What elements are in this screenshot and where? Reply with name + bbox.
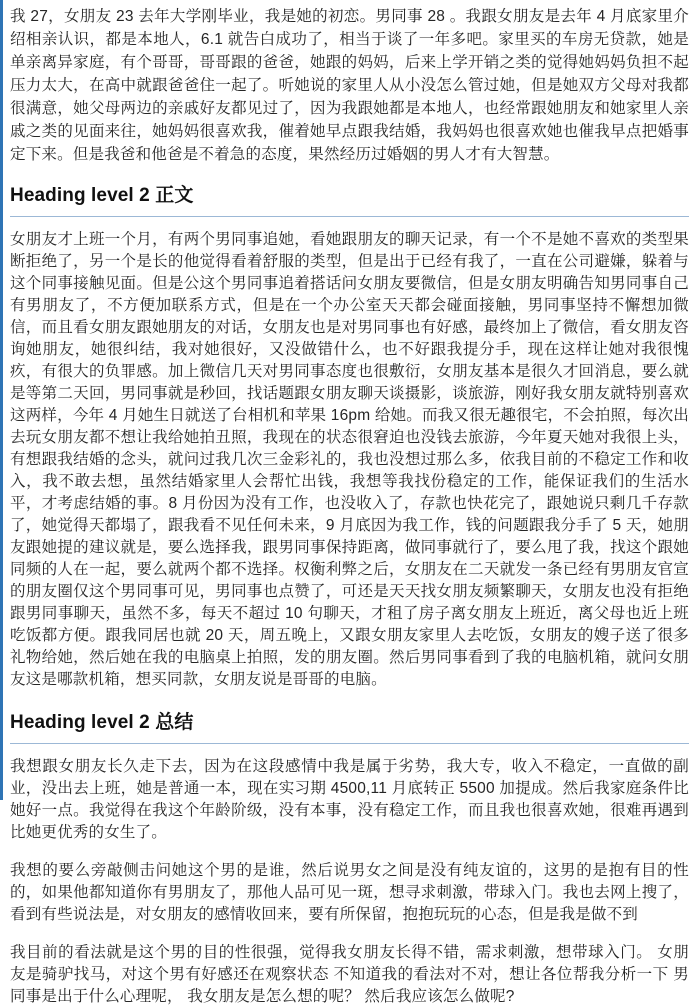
intro-paragraph: 我 27，女朋友 23 去年大学刚毕业，我是她的初恋。男同事 28 。我跟女朋友是去年 4 月底家里介绍相亲认识，都是本地人，6.1 就告白成功了，相当于谈了一年多吧。家里买的车房无贷款，她是单亲离异家庭，有个哥哥，哥哥跟的爸爸，她跟的妈妈，后来上学开销之类的觉得她妈妈负担不起压力太大，在高中就跟爸爸住一起了。听她说的家里人从小没怎么管过她，但是她双方父母对我都很满意，她父母两边的亲戚好友都见过了，因为我跟她都是本地人，也经常跟她朋友和她家里人亲戚之类的见面来往，她妈妈很喜欢我，催着她早点跟我结婚，我妈妈也很喜欢她也催我早点把婚事定下来。但是我爸和他爸是不着急的态度，果然经历过婚姻的男人才有大智慧。	[10, 8, 689, 163]
summary-paragraph-3: 我目前的看法就是这个男的目的性很强，觉得我女朋友长得不错，需求刺激，想带球入门。 女朋友是骑驴找马，对这个男有好感还在观察状态 不知道我的看法对不对，想让各位帮我分析一下 男同事是出于什么心理呢， 我女朋友是怎么想的呢？ 然后我应该怎么做呢?	[10, 944, 689, 1005]
section-zhengwen-body	[10, 229, 689, 691]
summary-paragraph-2: 我想的要么旁敲侧击问她这个男的是谁，然后说男女之间是没有纯友谊的，这男的是抱有目的性的，如果他都知道你有男朋友了，那他人品可见一斑，想寻求刺激，带球入门。我也去网上搜了，看到有些说法是，对女朋友的感情收回来，要有所保留，抱抱玩玩的心态，但是我是做不到	[10, 862, 689, 923]
left-accent-bar	[0, 0, 3, 800]
body-paragraph: 女朋友才上班一个月，有两个男同事追她，看她跟朋友的聊天记录，有一个不是她不喜欢的类型果断拒绝了，另一个是长的他觉得看着舒服的类型，但是出于已经有我了，一直在公司避嫌，躲着与这个同事接触见面。但是公这个男同事追着搭话问女朋友要微信，但是女朋友明确告知男同事自己有男朋友了，不方便加联系方式，但是在一个办公室天天都会碰面接触，男同事坚持不懈想加微信，而且看女朋友跟她朋友的对话，女朋友也是对男同事也有好感，最终加上了微信，看女朋友咨询她朋友，她很纠结，我对她很好，又没做错什么，也不好跟我提分手，现在这样让她对我很愧疚，有很大的负罪感。加上微信几天对男同事态度也很敷衍，女朋友基本是很久才回消息，要么就是等第二天回，男同事就是秒回，找话题跟女朋友聊天谈摄影，谈旅游，刚好我女朋友就特别喜欢这两样，今年 4 月她生日就送了台相机和苹果 16pm 给她。而我又很无趣很宅，不会拍照，每次出去玩女朋友都不想让我给她拍丑照，我现在的状态很窘迫也没钱去旅游，今年夏天她对我很上头，有想跟我结婚的念头，就问过我几次三金彩礼的，我也没想过那么多，依我目前的不稳定工作和收入，我不敢去想，虽然结婚家里人会帮忙出钱，我想等我找份稳定的工作，能保证我们的生活水平，才考虑结婚的事。8 月份因为没有工作，也没收入了，存款也快花完了，跟她说只剩几千存款了，她觉得天都塌了，跟我看不见任何未来，9 月底因为我工作，钱的问题跟我分手了 5 天，她朋友跟她提的建议就是，要么选择我，跟男同事保持距离，做同事就行了，要么甩了我，找这个跟她同频的人在一起，要么就两个都不选择。权衡利弊之后，女朋友在二天就发一条已经有男朋友官宣的朋友圈仅这个男同事可见，男同事也点赞了，可还是天天找女朋友频繁聊天，女朋友也没有拒绝跟男同事聊天，虽然不多，每天不超过 10 句聊天，才租了房子离女朋友上班近，离父母也近上班吃饭都方便。跟我同居也就 20 天，周五晚上，又跟女朋友家里人去吃饭，女朋友的嫂子送了很多礼物给她，然后她在我的电脑桌上拍照，发的朋友圈。然后男同事看到了我的电脑机箱，就问女朋友这是哪款机箱，想买同款，女朋友说是哥哥的电脑。	[10, 231, 689, 688]
section-heading-zongjie: Heading level 2 总结	[10, 707, 689, 744]
section-zongjie-body	[10, 756, 689, 1008]
summary-paragraph-1: 我想跟女朋友长久走下去，因为在这段感情中我是属于劣势，我大专，收入不稳定，一直做的副业，没出去上班，她是普通一本，现在实习期 4500,11 月底转正 5500 加提成。然后我家庭条件比她好一点。我觉得在我这个年龄阶级，没有本事，没有稳定工作，而且我也很喜欢她，很难再遇到比她更优秀的女生了。	[10, 758, 689, 841]
section-heading-zhengwen: Heading level 2 正文	[10, 180, 689, 217]
